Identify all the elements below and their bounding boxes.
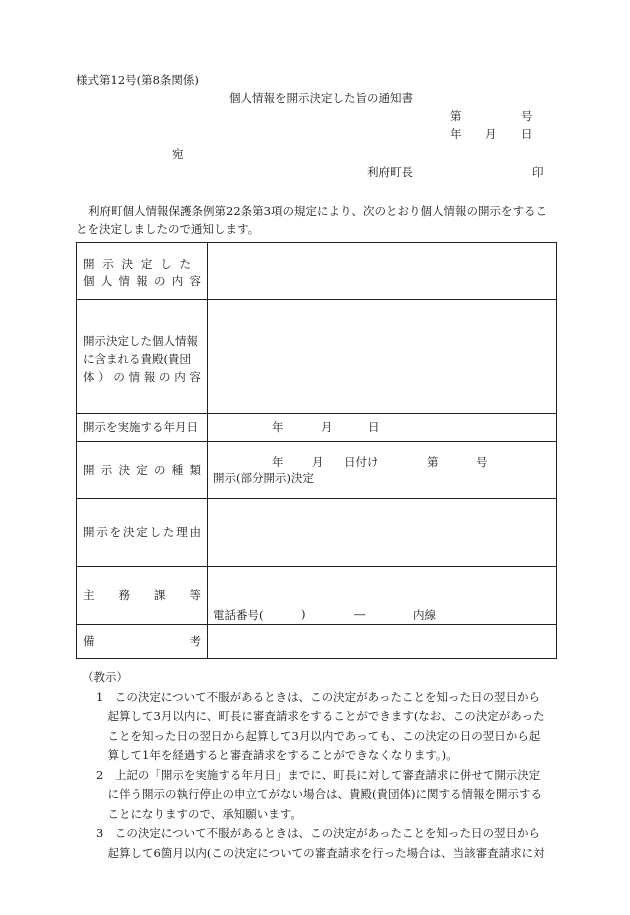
- document-title: 個人情報を開示決定した旨の通知書: [229, 91, 413, 105]
- notes-heading: （教示）: [82, 670, 128, 684]
- decision-dai: 第: [427, 455, 439, 469]
- value-decision-type[interactable]: [208, 442, 557, 499]
- label-line: 開 示 決 定 し た: [83, 257, 191, 271]
- label-line: に含まれる貴殿(貴団: [83, 352, 191, 366]
- note-line: 起算して6箇月以内(この決定についての審査請求を行った場合は、当該審査請求に対: [96, 845, 545, 860]
- phone-extension: 内線: [413, 608, 436, 622]
- row-remarks: [77, 625, 557, 659]
- label-disclosed-info: [77, 243, 208, 300]
- row-department: [77, 567, 557, 625]
- note-line: 起算して3月以内に、町長に審査請求をすることができます(なお、この決定があった: [96, 709, 545, 723]
- value-disclosed-info[interactable]: [208, 243, 557, 300]
- value-department[interactable]: [208, 567, 557, 625]
- decision-dated: 日付け: [344, 455, 379, 469]
- intro-line-1: 利府町個人情報保護条例第22条第3項の規定により、次のとおり個人情報の開示をするこ: [88, 204, 547, 218]
- note-line: 3 この決定について不服があるときは、この決定があったことを知った日の翌日から: [96, 826, 540, 840]
- addressee-suffix: 宛: [172, 147, 184, 161]
- label-implementation-date: 開示を実施する年月日: [77, 414, 208, 442]
- value-remarks[interactable]: [208, 625, 557, 659]
- decision-kind: 開示(部分開示)決定: [213, 471, 314, 485]
- note-line: 算して1年を経過すると審査請求をすることができなくなります。)。: [96, 748, 458, 762]
- label-line: 個 人 情 報 の 内 容: [83, 274, 201, 288]
- phone-label: 電話番号(: [213, 608, 264, 622]
- doc-number-dai: 第: [450, 109, 462, 123]
- date-day: 日: [521, 127, 533, 141]
- label-decision-type: 開 示 決 定 の 種 類: [77, 442, 208, 499]
- row-decision-reason: [77, 499, 557, 567]
- phone-close: ): [301, 607, 306, 621]
- decision-year: 年: [272, 455, 284, 469]
- intro-line-2: とを決定しましたので通知します。: [76, 222, 260, 236]
- impl-month: 月: [321, 420, 333, 434]
- instruction-notes: [82, 668, 562, 863]
- note-line: 1 この決定について不服があるときは、この決定があったことを知った日の翌日から: [96, 689, 540, 704]
- label-recipient-info: [77, 300, 208, 414]
- phone-dash: ―: [354, 607, 366, 621]
- label-line: 体 ） の 情 報 の 内 容: [83, 370, 201, 384]
- label-decision-reason: 開 示 を 決 定 し た 理 由: [77, 499, 208, 567]
- doc-number-go: 号: [521, 109, 533, 123]
- note-line: 2 上記の「開示を実施する年月日」までに、町長に対して審査請求に併せて開示決定: [96, 767, 541, 782]
- label-line: 開示決定した個人情報: [83, 334, 198, 348]
- label-remarks: 備 考: [77, 625, 208, 659]
- note-line: に伴う開示の執行停止の申立てがない場合は、貴殿(貴団体)に関する情報を開示する: [96, 787, 542, 801]
- decision-go: 号: [476, 455, 488, 469]
- row-recipient-info: [77, 300, 557, 414]
- value-recipient-info[interactable]: [208, 300, 557, 414]
- issuer-name: 利府町長: [367, 165, 413, 179]
- date-month: 月: [485, 127, 497, 141]
- row-implementation-date: [77, 414, 557, 442]
- form-number: 様式第12号(第8条関係): [76, 73, 199, 87]
- impl-year: 年: [272, 420, 284, 434]
- date-year: 年: [450, 127, 462, 141]
- row-decision-type: [77, 442, 557, 499]
- value-decision-reason[interactable]: [208, 499, 557, 567]
- notice-form-table: [76, 242, 557, 659]
- impl-day: 日: [368, 420, 380, 434]
- label-department: 主 務 課 等: [77, 567, 208, 625]
- decision-month: 月: [312, 455, 324, 469]
- note-line: ことになりますので、承知願います。: [96, 806, 302, 821]
- value-implementation-date[interactable]: [208, 414, 557, 442]
- row-disclosed-info: [77, 243, 557, 300]
- seal-mark: 印: [532, 165, 544, 179]
- note-line: ことを知った日の翌日から起算して3月以内であっても、この決定の日の翌日から起: [96, 728, 541, 743]
